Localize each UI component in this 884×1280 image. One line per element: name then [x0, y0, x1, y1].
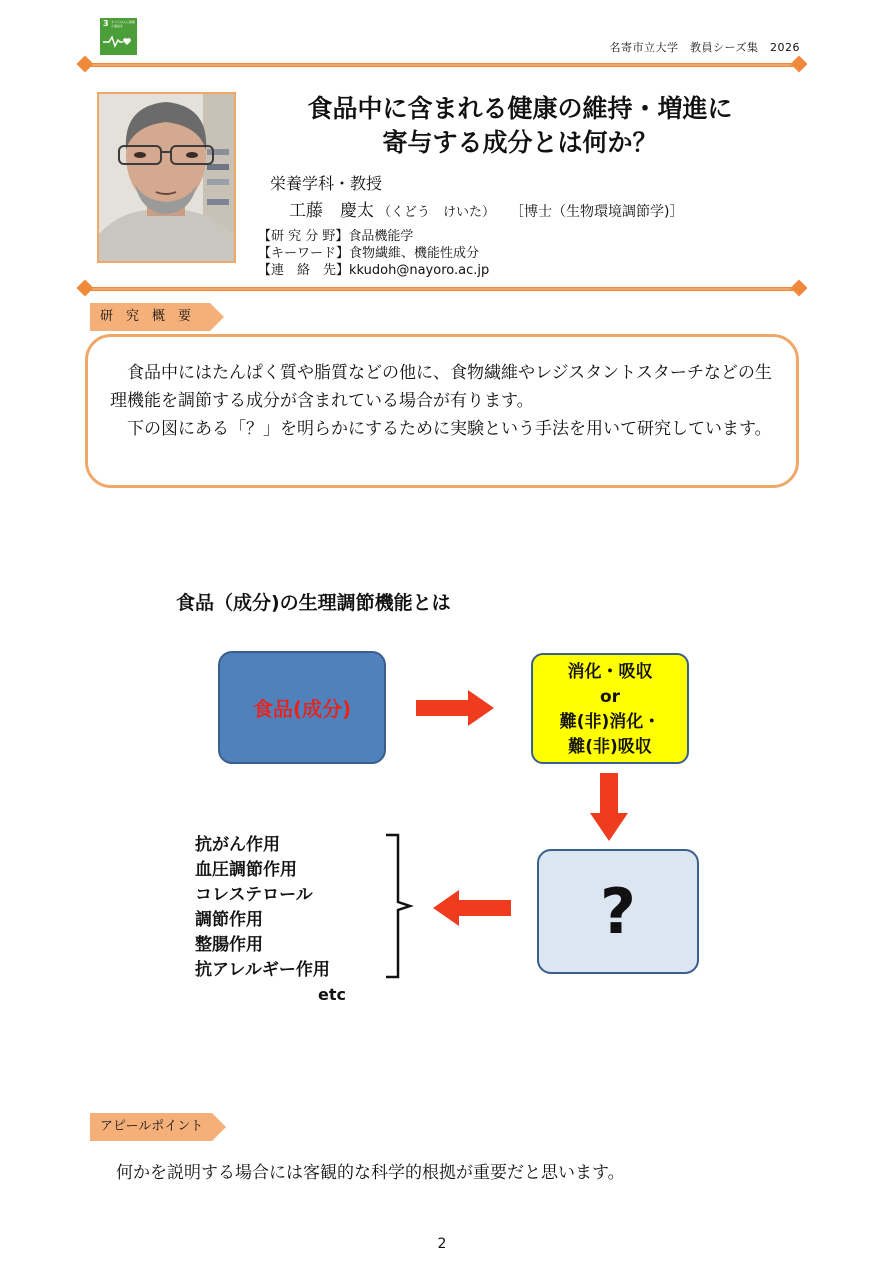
effect-item: 調節作用	[195, 910, 263, 930]
heartbeat-icon	[103, 34, 134, 48]
author-photo	[97, 92, 236, 263]
contact-email[interactable]: 【連 絡 先】kkudoh@nayoro.ac.jp	[258, 263, 490, 278]
research-field: 【研 究 分 野】食品機能学	[258, 229, 414, 244]
title-line-1: 食品中に含まれる健康の維持・増進に	[307, 94, 733, 123]
etc-label: etc	[318, 985, 346, 1004]
question-mark: ?	[600, 875, 636, 948]
effect-item: 整腸作用	[195, 935, 263, 955]
page-number: 2	[437, 1236, 447, 1252]
sdg-number: 3	[103, 19, 109, 28]
digest-line-1: 消化・吸収	[567, 662, 653, 682]
effect-item: コレステロール	[195, 885, 313, 905]
digest-line-3: 難(非)消化・	[559, 712, 661, 732]
author-name: 工藤 慶太	[289, 201, 374, 221]
arrow-right-icon	[416, 690, 494, 726]
diagram-title: 食品（成分)の生理調節機能とは	[176, 592, 451, 614]
keywords: 【キーワード】食物繊維、機能性成分	[258, 246, 480, 261]
physiological-effects-list	[195, 833, 330, 983]
summary-paragraph-1: 食品中にはたんぱく質や脂質などの他に、食物繊維やレジスタントスターチなどの生理機能を調節する成分が含まれている場合が有ります。	[110, 363, 772, 411]
effect-item: 血圧調節作用	[195, 860, 297, 880]
digest-line-4: 難(非)吸収	[568, 737, 652, 757]
bracket-icon	[384, 832, 418, 980]
digestion-absorption-box	[531, 653, 689, 764]
digest-line-2: or	[599, 687, 621, 707]
summary-tab: 研 究 概 要	[90, 303, 210, 331]
title-line-2: 寄与する成分とは何か？	[382, 128, 658, 157]
author-name-line	[289, 196, 683, 221]
top-divider	[76, 58, 808, 72]
effect-item: 抗がん作用	[195, 835, 280, 855]
appeal-tab: アピールポイント	[90, 1113, 212, 1141]
profile-divider	[76, 282, 808, 296]
sdg-text: すべての人に健康と福祉を	[111, 20, 135, 28]
food-component-label: 食品(成分)	[252, 697, 352, 721]
publication-header: 名寄市立大学 教員シーズ集 2026	[609, 41, 800, 54]
unknown-function-box	[537, 849, 699, 974]
summary-box	[85, 334, 799, 488]
department-label: 栄養学科・教授	[270, 174, 383, 193]
author-degree: ［博士（生物環境調節学)］	[517, 204, 684, 220]
effect-item: 抗アレルギー作用	[195, 960, 330, 980]
food-component-box	[218, 651, 386, 764]
page-title	[260, 92, 780, 160]
author-reading: （くどう けいた）	[378, 205, 496, 220]
arrow-down-icon	[590, 773, 628, 841]
sdg-goal-3-badge	[100, 18, 137, 55]
arrow-left-icon	[433, 890, 511, 926]
summary-paragraph-2: 下の図にある「？」を明らかにするために実験という手法を用いて研究しています。	[127, 419, 772, 439]
appeal-text: 何かを説明する場合には客観的な科学的根拠が重要だと思います。	[116, 1163, 625, 1183]
